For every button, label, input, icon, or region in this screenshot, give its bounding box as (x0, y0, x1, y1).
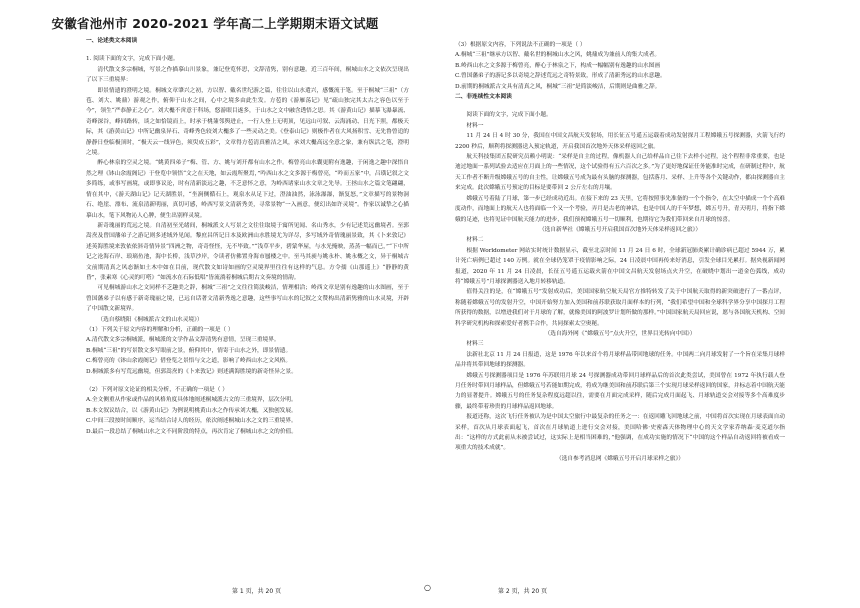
option-c: C.中间三段按时间顺序，运当结合诗人的经历，依次阐述桐城山水之文的三重境界。 (86, 418, 297, 425)
material-paragraph: 11 月 24 日 4 时 30 分，我国在中国文昌航天发射场，用长征五号遥五运载着成功发射探月工程嫦娥五号探测器，火箭飞行约 2200 秒后，顺利将探测器送入预定轨道，开启我国首次地外天体采样返回之旅。 (455, 133, 785, 150)
exam-title: 安徽省池州市 2020-2021 学年高二上学期期末语文试题 (51, 16, 379, 31)
question-stem: （1）下列关于原文内容的理解和分析，正确的一项是（ ） (86, 326, 234, 333)
material-paragraph: 值得关注的是，在“嫦娥五号”发射成功后，美国国家航空航天局官方推特转发了关于中国航天取得的新突破进行了一番点评，称随着嫦娥五号的发射升空，中国开始努力加入美国和前苏联获取月面样本的行列，“我们希望中国和全球科学界分享中国探月工程所获得的数据，以增进我们对于月球的了解，就像美国的阿波罗计划所做的那样。”中国国家航天局回应说，愿与各国航天机构、空间科学研究机构和探索爱好者携手合作，共同探索太空奥秘。 (455, 289, 785, 327)
option-b: B.本文叙议结合，以《游黄山记》为例说明桃黄山水之作传承刘大櫆，又独创发展。 (86, 407, 297, 414)
binding-hole-mark: ○ (424, 583, 431, 592)
option-a: A.全文侧重从作家或作品的风格角度具体地阐述桐城派古文的三重境界，层次分明。 (86, 397, 297, 404)
page-number-left: 第 1 页，共 20 页 (232, 588, 282, 595)
material-source: （选自新华社《嫦娥五号开启我国首次地外天体采样返回之旅》） (538, 226, 702, 233)
option-a: A.桐城“三祖”继承方以智、戴名世的桐城山水之风，姚鼐成为兼前人的集大成者。 (455, 52, 661, 59)
option-d: D.最后一段总结了桐城山水之文不同阶段的特点，再次肯定了桐城山水之文的价值。 (86, 428, 297, 435)
section-heading-1: 一、论述类文本阅读 (86, 38, 138, 44)
right-column-text (455, 40, 785, 464)
option-b: B.岭西山水之文多源于梅曾亮，醉心于林泉之下，构成一幅幅别有逸趣的山水图画 (455, 62, 661, 69)
passage-paragraph: 即景情遗的澄明之境。桐城文章肇兴之初，方以智、戴名世纪游之篇，往往以山水遣兴，感慨流于笔。至于桐城“三祖”（方苞、刘大、姚鼐）游观之作，俯仰于山水之间，心中之境多由此生发。方苞的《游雁荡记》见“疏山独完其太古之容色以至于今”，领生“严恭静正之心”。刘大櫆不啻意于科场，悠游眼目遂多，于山水之文中融含透悟之思。其《游黄山记》描摹飞瀑暴流、奇峰深谷，峰回路转，谈之如恰镜而上，时承于桃蒹邻舆进止，一行人登上无明顶，见远山可叙、云海涌动、日光下照，都极天际，其《游黄山记》中所记幽泉异石、奇峰秀色较刘大櫆多了一些灵动之美。《登泰山记》则极作者在大风扬积雪、无先鲁曾追的静静日登临极顶时，“极天云一线异色，须臾成五彩”，文章得方苞清真雅洁之风，承刘大櫆高远全意之象，兼有纵活之笔，澄明之境。 (86, 87, 409, 157)
page-number-right: 第 2 页，共 20 页 (498, 588, 548, 595)
question-intro: 阅读下面的文字，完成下面小题。 (466, 112, 552, 119)
material-paragraph: 法新社北京 11 月 24 日报道，这是 1976 年以来首个将月球样品带回地球的任务。中国两二向月球发射了一个旨在采集月球样品并将其带回地球的探测器。 (455, 351, 785, 369)
material-paragraph: 根据 Worldometer 网站实时统计数据显示，截至北京时间 11 月 24 日 6 时，全球新冠肺炎累计确诊病已超过 5944 万，累计死亡病例已超过 140 万例。就在全球仍笼罩于疫情影响之际，24 日凌晨中国再传来好消息，引发全球目光累打。据央视新闻网报道，2020 年 11 月 24 日凌晨，长征五号遥五运载火箭在中国文昌航天发射场点火升空，在破晓中划出一道金色弧线，成功将“嫦娥五号”月球探测器送入地月转移轨道。 (455, 247, 785, 285)
option-b: B.桐城“三祖”的写景散文多写眼前之景，俯仰其中，情寄于山水之外，即景情遗。 (86, 347, 292, 354)
question-stem: （3）根据原文内容，下列说法不正确的一项是（ ） (455, 42, 586, 48)
option-d: D.桐城派多有写荒远幽境，但郭嵩焘的《卜来敦记》则述满海胜境的新奇怪异之景。 (86, 368, 297, 375)
passage-paragraph: 醉心林泉的空灵之境。“姚黄四弟子”梅、管、方、姚与刘开都有山水之作。梅曾亮山水囊更附有逸趣，于闲逸之趣中深悟自然之理《钵山余霞阁记》于登览中领悟“文之在天地，如云霞所聚焉，”吟西山水之文多源于梅曾亮，“吟而五家”中，吕璜记叙之文多简练，或事写画境，或即事议论，时有清新淡远之趣，不乏意怀之意，为岭西诸家山水文章之先导。王拯山水之篇文笔翩翩，情在其中，《游天湖山记》记天湖胜景，“坐涧侧循石上，观泉水从足下过，澄油油然，泳泳瀑瀑，渐复怒，”文章描写的景物洞石、绝崖、漂布、流泉清新明丽，真切可感，岭西写景文清新秀美，寻常景物“一入画意，便幻出如许灵境”。作家以诚挚之心描摹山水，笔下风物沁人心脾，便生出别样灵境。 (86, 160, 409, 219)
material-label: 材料二 (466, 237, 484, 244)
material-paragraph: 嫦娥五号探测器项目是 1976 年苏联用月球 24 号探测器成功带回月球样品后的首次此类尝试，美国曾在 1972 年执行载人登月任务时带回月球样品，但嫦娥五号若能如期完成，将成为继美国和前苏联后第三个实现月球采样返回的国家，并标志着中国航天能力的显著提升。嫦娥五号的任务复杂程度远超以往，需要在月面完成采样，随后完成月面起飞、月球轨道交会对接等多个高难度步骤，最终带着珍贵的月球样品返回地球。 (455, 372, 785, 410)
question-stem: （2）下列对原文论证的相关分析，不正确的一项是（ ） (86, 387, 228, 393)
right-page (430, 0, 860, 608)
section-heading-2: 二、非连续性文本阅读 (455, 94, 512, 101)
passage-paragraph: 清代散文多宗桐城，写景之作描摹山川景象，兼记登览怀思，文辞清隽，别有意趣。近三百年间，桐城山水之文依次呈现出了以下三重境界： (86, 66, 409, 84)
passage-paragraph: 可见桐城游山水之文同样不乏趣美之辞，桐城“三祖”之文往往简淡峻洁，情理相洽；岭西文章是别有逸趣的山水图画，至于曾国藩弟子以有感于新奇瑰丽之境，已远自话著文清新秀逸之意趣，这些事写山水的记叙之文赞构出清新隽雅的山水灵境，开辟了中国散文新境界。 (86, 285, 409, 313)
option-d: D.前期的桐城派古文具有清真之风，桐城“三祖”是简淡峻洁，后期则是曲雅之辞。 (455, 83, 661, 90)
left-column-text (86, 36, 409, 437)
material-label: 材料三 (466, 341, 484, 348)
material-paragraph: 嫦娥五号着陆了月球，第一步已经成功近出。在接下来的 23 天里，它将按照事先准备的一个个指令，在太空中描成一个个高难度动作，而地面上的航天人也将面临一个又一个考验，弄月是古老的神话，也是中国人的千年梦想，嫦五号升，青天明月，将指下嫦娥的足迹，也将见证中国航天能力的进步，我们预祝嫦娥五号一切顺利，也期待它为我们带回来自月球的惊喜。 (455, 195, 785, 223)
passage-source: （选自蔡晓阳《桐城派古文的山水灵境》） (97, 316, 203, 323)
option-c: C.梅曾亮的《钵山余霞阁记》借登览之景悟与文之道，影响了岭西山水之文风格。 (86, 358, 292, 365)
material-paragraph: 报道还称，这次飞行任务被认为是中国太空旅行中最复杂的任务之一：在返回雕飞回地球之前，中国将首次实现在月球表面自动采样，首次从月球表面起飞，首次在月球轨道上进行交会对接，美国哈佛·史密森天体物理中心的天文学家乔纳森·麦克道尔指出：“这样的方式此前从未被尝试过，这实际上是相当困难的，”他强调，在成功实施的情况下“中国的这个样品自动返回将被看成一项重大的技术成就”。 (455, 414, 785, 452)
question-intro: 1. 阅读下面的文字，完成下面小题。 (86, 56, 179, 63)
material-paragraph: 航天科技集团五院研究员赖小明说：“采样是自主的过程，像机器人自己给样品自己往下去样小过程，这个程程非常重要，也是迪过地面一系列试验去适应在月面上的一些情况，这个试验得有五六百次之多。”为了更好地保证任务能准时完成，在研制过程中，航天工作者不断升级嫦娥五号的自主性，让嫦娥五号成为最有头脑的探测器，包括落月、采样、上升等各个关键动作，都由探测器自主来完成。此次嫦娥五号预定的目标是要带回 2 公斤左右的月壤。 (455, 154, 785, 192)
material-source: （选自参考消息网《嫦娥五号开启月球采样之旅》） (556, 455, 684, 462)
option-c: C.曾国藩弟子的游记多以奇境之辞述荒远之奇特景致，形成了清新秀远的山水意趣。 (455, 73, 666, 80)
material-label: 材料一 (466, 122, 484, 129)
option-a: A.清代散文多宗桐城派，桐城派的文学作品文辞清隽有意情，呈现三重境界。 (86, 337, 280, 344)
material-source: （选自海外网《“嫦娥五号”点火升空，世界目光转向中国》） (544, 330, 696, 337)
passage-paragraph: 新奇瑰丽的荒远之境。自清初至光绪间，桐城派文人写景之文往往取境于寓所见闻、名山秀水，少有记述荒远幽境者。至郭嵩焘及曾国藩弟子之游记则多述域外见闻。黎庶昌所记日本及欧洲山水胜境尤为详尽，多写域外奇情瑰丽景致，其《卜来敦记》述英海胜境来敦依依斜奇情异景“四洲之物，奇奇怪怪，无不毕致。”“浅草平步，碧蒙华屋，与水光掩映，蒸蒸一幅而已，”“下中所记之沧海石岸、琅璃鱼池，海中长桥，浅草沙岸，令读者仿佛置身海市蜃楼之中。至马其昶与姚永朴、姚永概之文，异于桐城古文前期清真之风态渐如土木中如在目前，现代散文如诗如画的空灵境界里往往有这样的气息。方令孺《山那遥上》“静静的黄昏”，张素寒《心灵的叮嗒》“如流水在石际低唱”皆流淌着桐城后期古文奏境的情韵。 (86, 222, 409, 281)
